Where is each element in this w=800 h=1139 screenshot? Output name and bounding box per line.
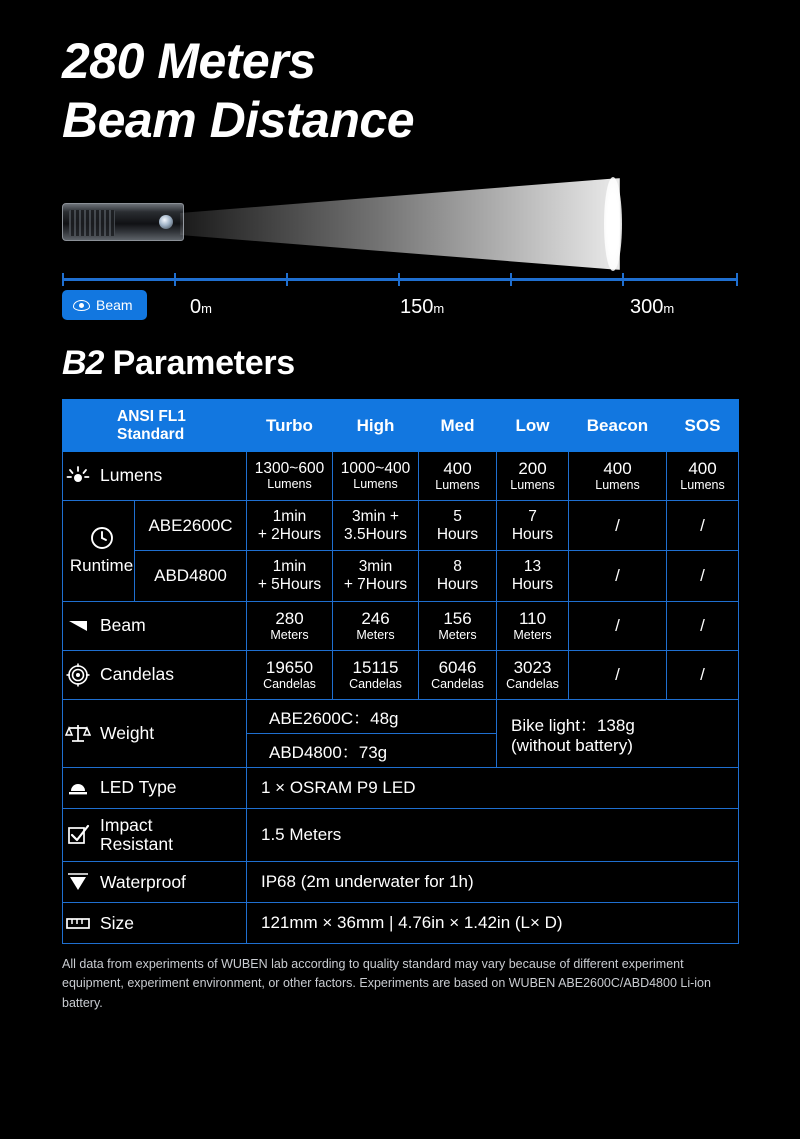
- cell-runtime-b1-low-l1: 7: [528, 507, 537, 525]
- scale-label-300m-value: 300: [630, 296, 664, 318]
- scale-label-150m-unit: m: [433, 301, 445, 316]
- cell-lumens-high: [333, 452, 419, 501]
- hero-section: [0, 0, 800, 150]
- cell-lumens-beacon: [569, 452, 667, 501]
- cell-candelas-beacon: /: [569, 650, 667, 699]
- cell-lumens-med-unit: Lumens: [435, 478, 480, 493]
- cell-runtime-b2-turbo-l2: + 5Hours: [257, 576, 322, 594]
- table-row-lumens: [63, 452, 739, 501]
- cell-runtime-b1-beacon: /: [569, 500, 667, 551]
- cell-beam-low-unit: Meters: [513, 628, 552, 643]
- cell-led-type-value: 1 × OSRAM P9 LED: [247, 767, 739, 808]
- header-turbo: Turbo: [247, 400, 333, 452]
- cell-candelas-low: [497, 650, 569, 699]
- row-label-waterproof: [63, 862, 247, 903]
- row-label-size-text: Size: [100, 912, 135, 933]
- cell-lumens-turbo: [247, 452, 333, 501]
- cell-runtime-b2-med-l1: 8: [453, 558, 462, 576]
- cell-lumens-turbo-unit: Lumens: [267, 477, 312, 492]
- row-label-candelas-text: Candelas: [100, 664, 174, 685]
- scale-label-300m: [630, 296, 674, 319]
- cell-candelas-high-value: 15115: [352, 657, 399, 677]
- hero-headline-line2: Beam Distance: [62, 92, 414, 148]
- cell-candelas-med: [419, 650, 497, 699]
- cell-lumens-sos-unit: Lumens: [680, 478, 725, 493]
- scale-balance-icon: [65, 720, 91, 746]
- parameters-table: [62, 399, 739, 944]
- scale-label-150m: [400, 296, 444, 319]
- header-med: Med: [419, 400, 497, 452]
- cell-weight-line2: ABD4800：73g: [247, 733, 497, 767]
- scale-tick-minor-2: [286, 273, 288, 286]
- table-row-candelas: [63, 650, 739, 699]
- cell-runtime-b1-med: [419, 500, 497, 551]
- row-label-runtime-text: Runtime: [69, 556, 134, 576]
- table-row-size: [63, 903, 739, 944]
- table-row-impact-resistant: [63, 808, 739, 862]
- impact-check-icon: [65, 822, 91, 848]
- cell-runtime-battery2-name: ABD4800: [135, 551, 247, 602]
- table-row-runtime-abe2600c: [63, 500, 739, 551]
- cell-beam-sos: /: [667, 602, 739, 651]
- table-row-weight-1: [63, 699, 739, 733]
- parameters-word: Parameters: [103, 344, 295, 382]
- row-label-weight: [63, 699, 247, 767]
- header-ansi-line1: ANSI FL1: [117, 407, 186, 425]
- cell-lumens-beacon-value: 400: [603, 459, 632, 478]
- cell-runtime-b2-sos: /: [667, 551, 739, 602]
- row-label-beam-text: Beam: [100, 615, 146, 636]
- cell-runtime-b2-low-l2: Hours: [511, 576, 554, 594]
- cell-beam-med-value: 156: [443, 609, 472, 629]
- cell-waterproof-value: IP68 (2m underwater for 1h): [247, 862, 739, 903]
- beam-cone-graphic: [180, 178, 620, 270]
- scale-label-300m-unit: m: [663, 301, 675, 316]
- target-icon: [65, 662, 91, 688]
- cell-beam-high-unit: Meters: [356, 628, 395, 643]
- hero-headline-line1: 280 Meters: [62, 33, 316, 89]
- cell-candelas-turbo-value: 19650: [265, 657, 314, 677]
- row-label-waterproof-text: Waterproof: [100, 871, 186, 892]
- cell-weight-line1: ABE2600C：48g: [247, 699, 497, 733]
- distance-scale-bar: [62, 278, 738, 281]
- scale-label-0m-unit: m: [201, 301, 212, 316]
- cell-runtime-b1-turbo: [247, 500, 333, 551]
- parameters-table-wrapper: [62, 399, 738, 944]
- cell-runtime-b2-high: [333, 551, 419, 602]
- cell-runtime-b2-beacon: /: [569, 551, 667, 602]
- cell-lumens-high-unit: Lumens: [353, 477, 398, 492]
- cell-candelas-sos: /: [667, 650, 739, 699]
- parameters-section-title: [62, 344, 800, 383]
- scale-tick-minor-1: [174, 273, 176, 286]
- table-row-beam: [63, 602, 739, 651]
- cell-beam-high-value: 246: [361, 609, 390, 629]
- beam-toggle-badge[interactable]: [62, 290, 147, 320]
- cell-candelas-med-value: 6046: [438, 657, 477, 677]
- cell-runtime-b1-med-l2: Hours: [436, 525, 479, 543]
- header-beacon: Beacon: [569, 400, 667, 452]
- cell-beam-beacon: /: [569, 602, 667, 651]
- cell-candelas-low-unit: Candelas: [506, 676, 559, 691]
- cell-beam-turbo-value: 280: [275, 609, 304, 629]
- row-label-led-type: [63, 767, 247, 808]
- cell-impact-value: 1.5 Meters: [247, 808, 739, 862]
- scale-tick-300m: [736, 273, 738, 286]
- flashlight-illustration: [62, 203, 184, 241]
- cell-candelas-turbo-unit: Candelas: [263, 676, 316, 691]
- cell-lumens-beacon-unit: Lumens: [595, 478, 640, 493]
- row-label-runtime: [63, 500, 135, 601]
- scale-label-0m: [190, 296, 212, 319]
- table-row-runtime-abd4800: [63, 551, 739, 602]
- row-label-impact-line2: Resistant: [100, 833, 173, 854]
- cell-runtime-b2-high-l1: 3min: [358, 558, 393, 576]
- scale-label-150m-value: 150: [400, 296, 434, 318]
- cell-size-value: 121mm × 36mm | 4.76in × 1.42in (L× D): [247, 903, 739, 944]
- cell-lumens-high-value: 1000~400: [340, 459, 411, 477]
- cell-beam-turbo-unit: Meters: [270, 628, 309, 643]
- row-label-lumens: [63, 452, 247, 501]
- eye-icon: [73, 300, 90, 311]
- cell-weight-side-line2: (without battery): [511, 735, 633, 755]
- scale-tick-150m: [398, 273, 400, 286]
- cell-runtime-b1-high-l1: 3min +: [352, 507, 399, 525]
- cell-beam-turbo: [247, 602, 333, 651]
- scale-tick-minor-3: [510, 273, 512, 286]
- cell-beam-low-value: 110: [518, 609, 547, 629]
- row-label-lumens-text: Lumens: [100, 465, 163, 486]
- cell-runtime-b1-sos: /: [667, 500, 739, 551]
- sun-burst-icon: [65, 463, 91, 489]
- cell-lumens-med: [419, 452, 497, 501]
- cell-runtime-b1-low-l2: Hours: [511, 525, 554, 543]
- row-label-beam: [63, 602, 247, 651]
- table-header-row: [63, 400, 739, 452]
- footnote-text: All data from experiments of WUBEN lab according to quality standard may vary because of different experiment equipment, experiment environment, or other factors. Experiments are based on WUBEN ABE2600C/ABD4800 Li-ion battery.: [62, 957, 711, 1010]
- water-drop-icon: [65, 869, 91, 895]
- row-label-size: [63, 903, 247, 944]
- beam-flag-icon: [65, 613, 91, 639]
- cell-beam-low: [497, 602, 569, 651]
- cell-runtime-b1-turbo-l1: 1min: [272, 507, 307, 525]
- table-row-waterproof: [63, 862, 739, 903]
- scale-tick-0m: [62, 273, 64, 286]
- cell-candelas-high-unit: Candelas: [349, 676, 402, 691]
- row-label-led-type-text: LED Type: [100, 777, 177, 798]
- scale-tick-minor-4: [622, 273, 624, 286]
- cell-weight-side-line1: Bike light：138g: [511, 715, 635, 735]
- cell-runtime-b1-high: [333, 500, 419, 551]
- header-ansi-standard: [63, 400, 247, 452]
- beam-badge-label: Beam: [96, 297, 133, 313]
- cell-candelas-turbo: [247, 650, 333, 699]
- product-model-label: B2: [62, 344, 104, 382]
- cell-beam-med-unit: Meters: [438, 628, 477, 643]
- cell-runtime-b1-turbo-l2: + 2Hours: [257, 525, 322, 543]
- cell-runtime-b1-med-l1: 5: [453, 507, 462, 525]
- beam-endpoint-glow: [604, 177, 622, 271]
- ruler-icon: [65, 910, 91, 936]
- cell-candelas-med-unit: Candelas: [431, 676, 484, 691]
- clock-icon: [89, 525, 115, 551]
- cell-lumens-med-value: 400: [443, 459, 472, 478]
- cell-runtime-b2-med: [419, 551, 497, 602]
- header-ansi-line2: Standard: [117, 425, 185, 443]
- table-row-led-type: [63, 767, 739, 808]
- cell-runtime-b2-low-l1: 13: [523, 558, 542, 576]
- header-high: High: [333, 400, 419, 452]
- cell-runtime-b1-high-l2: 3.5Hours: [344, 525, 407, 543]
- header-low: Low: [497, 400, 569, 452]
- cell-lumens-sos-value: 400: [688, 459, 717, 478]
- header-sos: SOS: [667, 400, 739, 452]
- cell-runtime-b2-turbo: [247, 551, 333, 602]
- cell-runtime-b2-high-l2: + 7Hours: [343, 576, 408, 594]
- row-label-impact-line1: Impact: [100, 814, 153, 835]
- cell-beam-high: [333, 602, 419, 651]
- cell-runtime-battery1-name: ABE2600C: [135, 500, 247, 551]
- cell-lumens-sos: [667, 452, 739, 501]
- row-label-candelas: [63, 650, 247, 699]
- scale-label-0m-value: 0: [190, 296, 202, 318]
- cell-lumens-low: [497, 452, 569, 501]
- cell-runtime-b2-low: [497, 551, 569, 602]
- row-label-weight-text: Weight: [100, 722, 155, 743]
- led-icon: [65, 775, 91, 801]
- cell-candelas-high: [333, 650, 419, 699]
- row-label-impact-resistant: [63, 808, 247, 862]
- beam-distance-diagram: [0, 178, 800, 318]
- cell-runtime-b2-turbo-l1: 1min: [272, 558, 307, 576]
- cell-lumens-turbo-value: 1300~600: [254, 459, 325, 477]
- cell-candelas-low-value: 3023: [513, 657, 552, 677]
- cell-runtime-b1-low: [497, 500, 569, 551]
- cell-runtime-b2-med-l2: Hours: [436, 576, 479, 594]
- cell-lumens-low-value: 200: [518, 459, 547, 478]
- cell-beam-med: [419, 602, 497, 651]
- cell-lumens-low-unit: Lumens: [510, 478, 555, 493]
- cell-weight-side: [497, 699, 739, 767]
